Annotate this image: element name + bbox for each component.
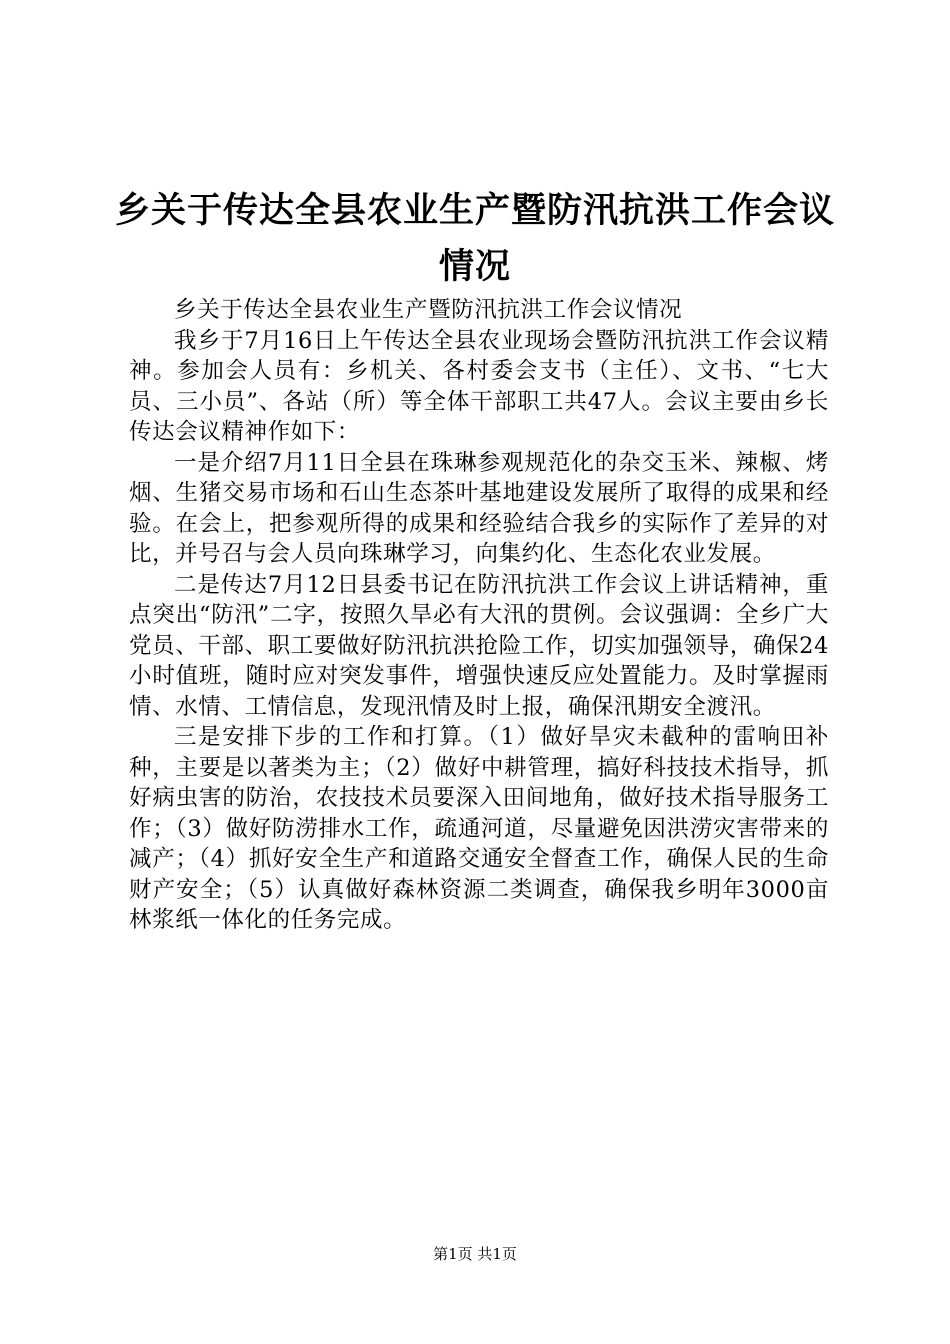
document-title: 乡关于传达全县农业生产暨防汛抗洪工作会议情况 xyxy=(114,191,835,287)
page-footer: 第1页 共1页 xyxy=(433,1245,517,1263)
document-body xyxy=(129,295,829,936)
body-paragraph-third-point: 三是安排下步的工作和打算。（1）做好旱灾未截种的雷响田补种，主要是以著类为主；（2）做好中耕管理，搞好科技技术指导，抓好病虫害的防治，农技技术员要深入田间地角，做好技术指导服务工作；（3）做好防涝排水工作，疏通河道，尽量避免因洪涝灾害带来的减产；（4）抓好安全生产和道路交通安全督查工作，确保人民的生命财产安全；（5）认真做好森林资源二类调查，确保我乡明年3000亩林浆纸一体化的任务完成。 xyxy=(129,724,829,933)
body-paragraph-first-point: 一是介绍7月11日全县在珠琳参观规范化的杂交玉米、辣椒、烤烟、生猪交易市场和石山生态茶叶基地建设发展所了取得的成果和经验。在会上，把参观所得的成果和经验结合我乡的实际作了差异的对比，并号召与会人员向珠琳学习，向集约化、生态化农业发展。 xyxy=(129,449,829,567)
body-paragraph-intro: 我乡于7月16日上午传达全县农业现场会暨防汛抗洪工作会议精神。参加会人员有：乡机关、各村委会支书（主任）、文书、“七大员、三小员”、各站（所）等全体干部职工共47人。会议主要由乡长传达会议精神作如下： xyxy=(129,327,829,445)
body-paragraph-second-point: 二是传达7月12日县委书记在防汛抗洪工作会议上讲话精神，重点突出“防汛”二字，按照久旱必有大汛的贯例。会议强调：全乡广大党员、干部、职工要做好防汛抗洪抢险工作，切实加强领导，确保24小时值班，随时应对突发事件，增强快速反应处置能力。及时掌握雨情、水情、工情信息，发现汛情及时上报，确保汛期安全渡汛。 xyxy=(129,571,829,720)
body-paragraph-subtitle: 乡关于传达全县农业生产暨防汛抗洪工作会议情况 xyxy=(174,297,683,323)
